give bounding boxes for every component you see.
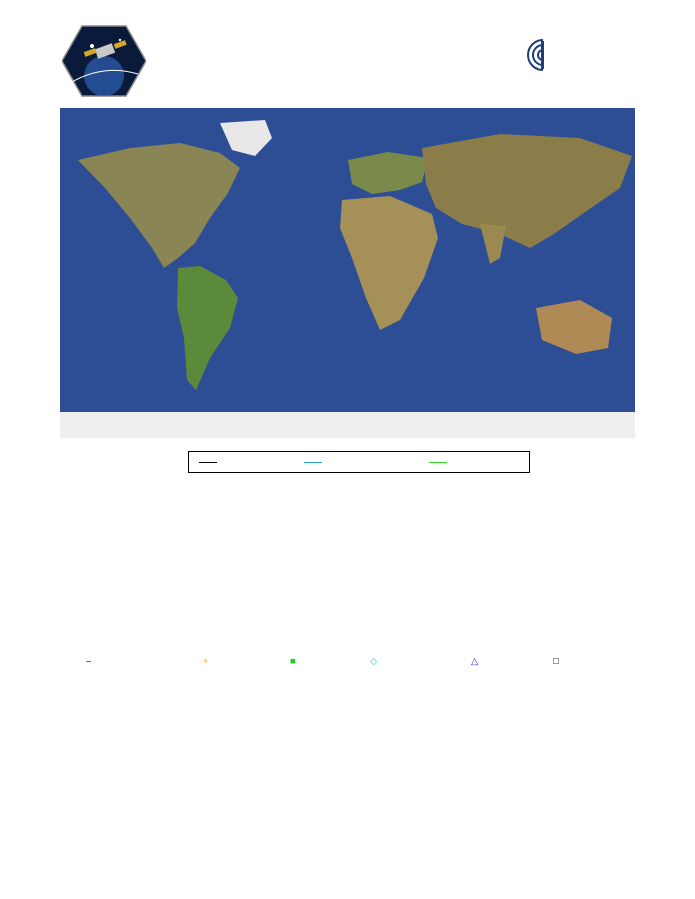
legend-line-unknown xyxy=(199,462,217,463)
legend-line-fine xyxy=(429,462,447,463)
mission-patch-logo xyxy=(62,24,146,98)
packet-stats xyxy=(62,679,342,849)
esa-logo xyxy=(526,38,636,72)
message-stats xyxy=(358,679,628,849)
satxyz-symbol-icon: □ xyxy=(553,656,559,667)
legend-line-coarse xyxy=(304,462,322,463)
antarctica xyxy=(60,412,635,438)
gps-locks-chart xyxy=(0,476,695,656)
rawephemeris-symbol-icon: – xyxy=(86,656,92,667)
range-symbol-icon: ■ xyxy=(290,656,296,667)
orbit-map xyxy=(60,108,640,443)
series-legend xyxy=(80,655,625,669)
track-legend xyxy=(188,451,530,473)
psrpos-symbol-icon: + xyxy=(203,656,209,667)
rangecmp-symbol-icon: ◇ xyxy=(370,656,378,667)
psrxyz-symbol-icon: △ xyxy=(471,656,479,667)
